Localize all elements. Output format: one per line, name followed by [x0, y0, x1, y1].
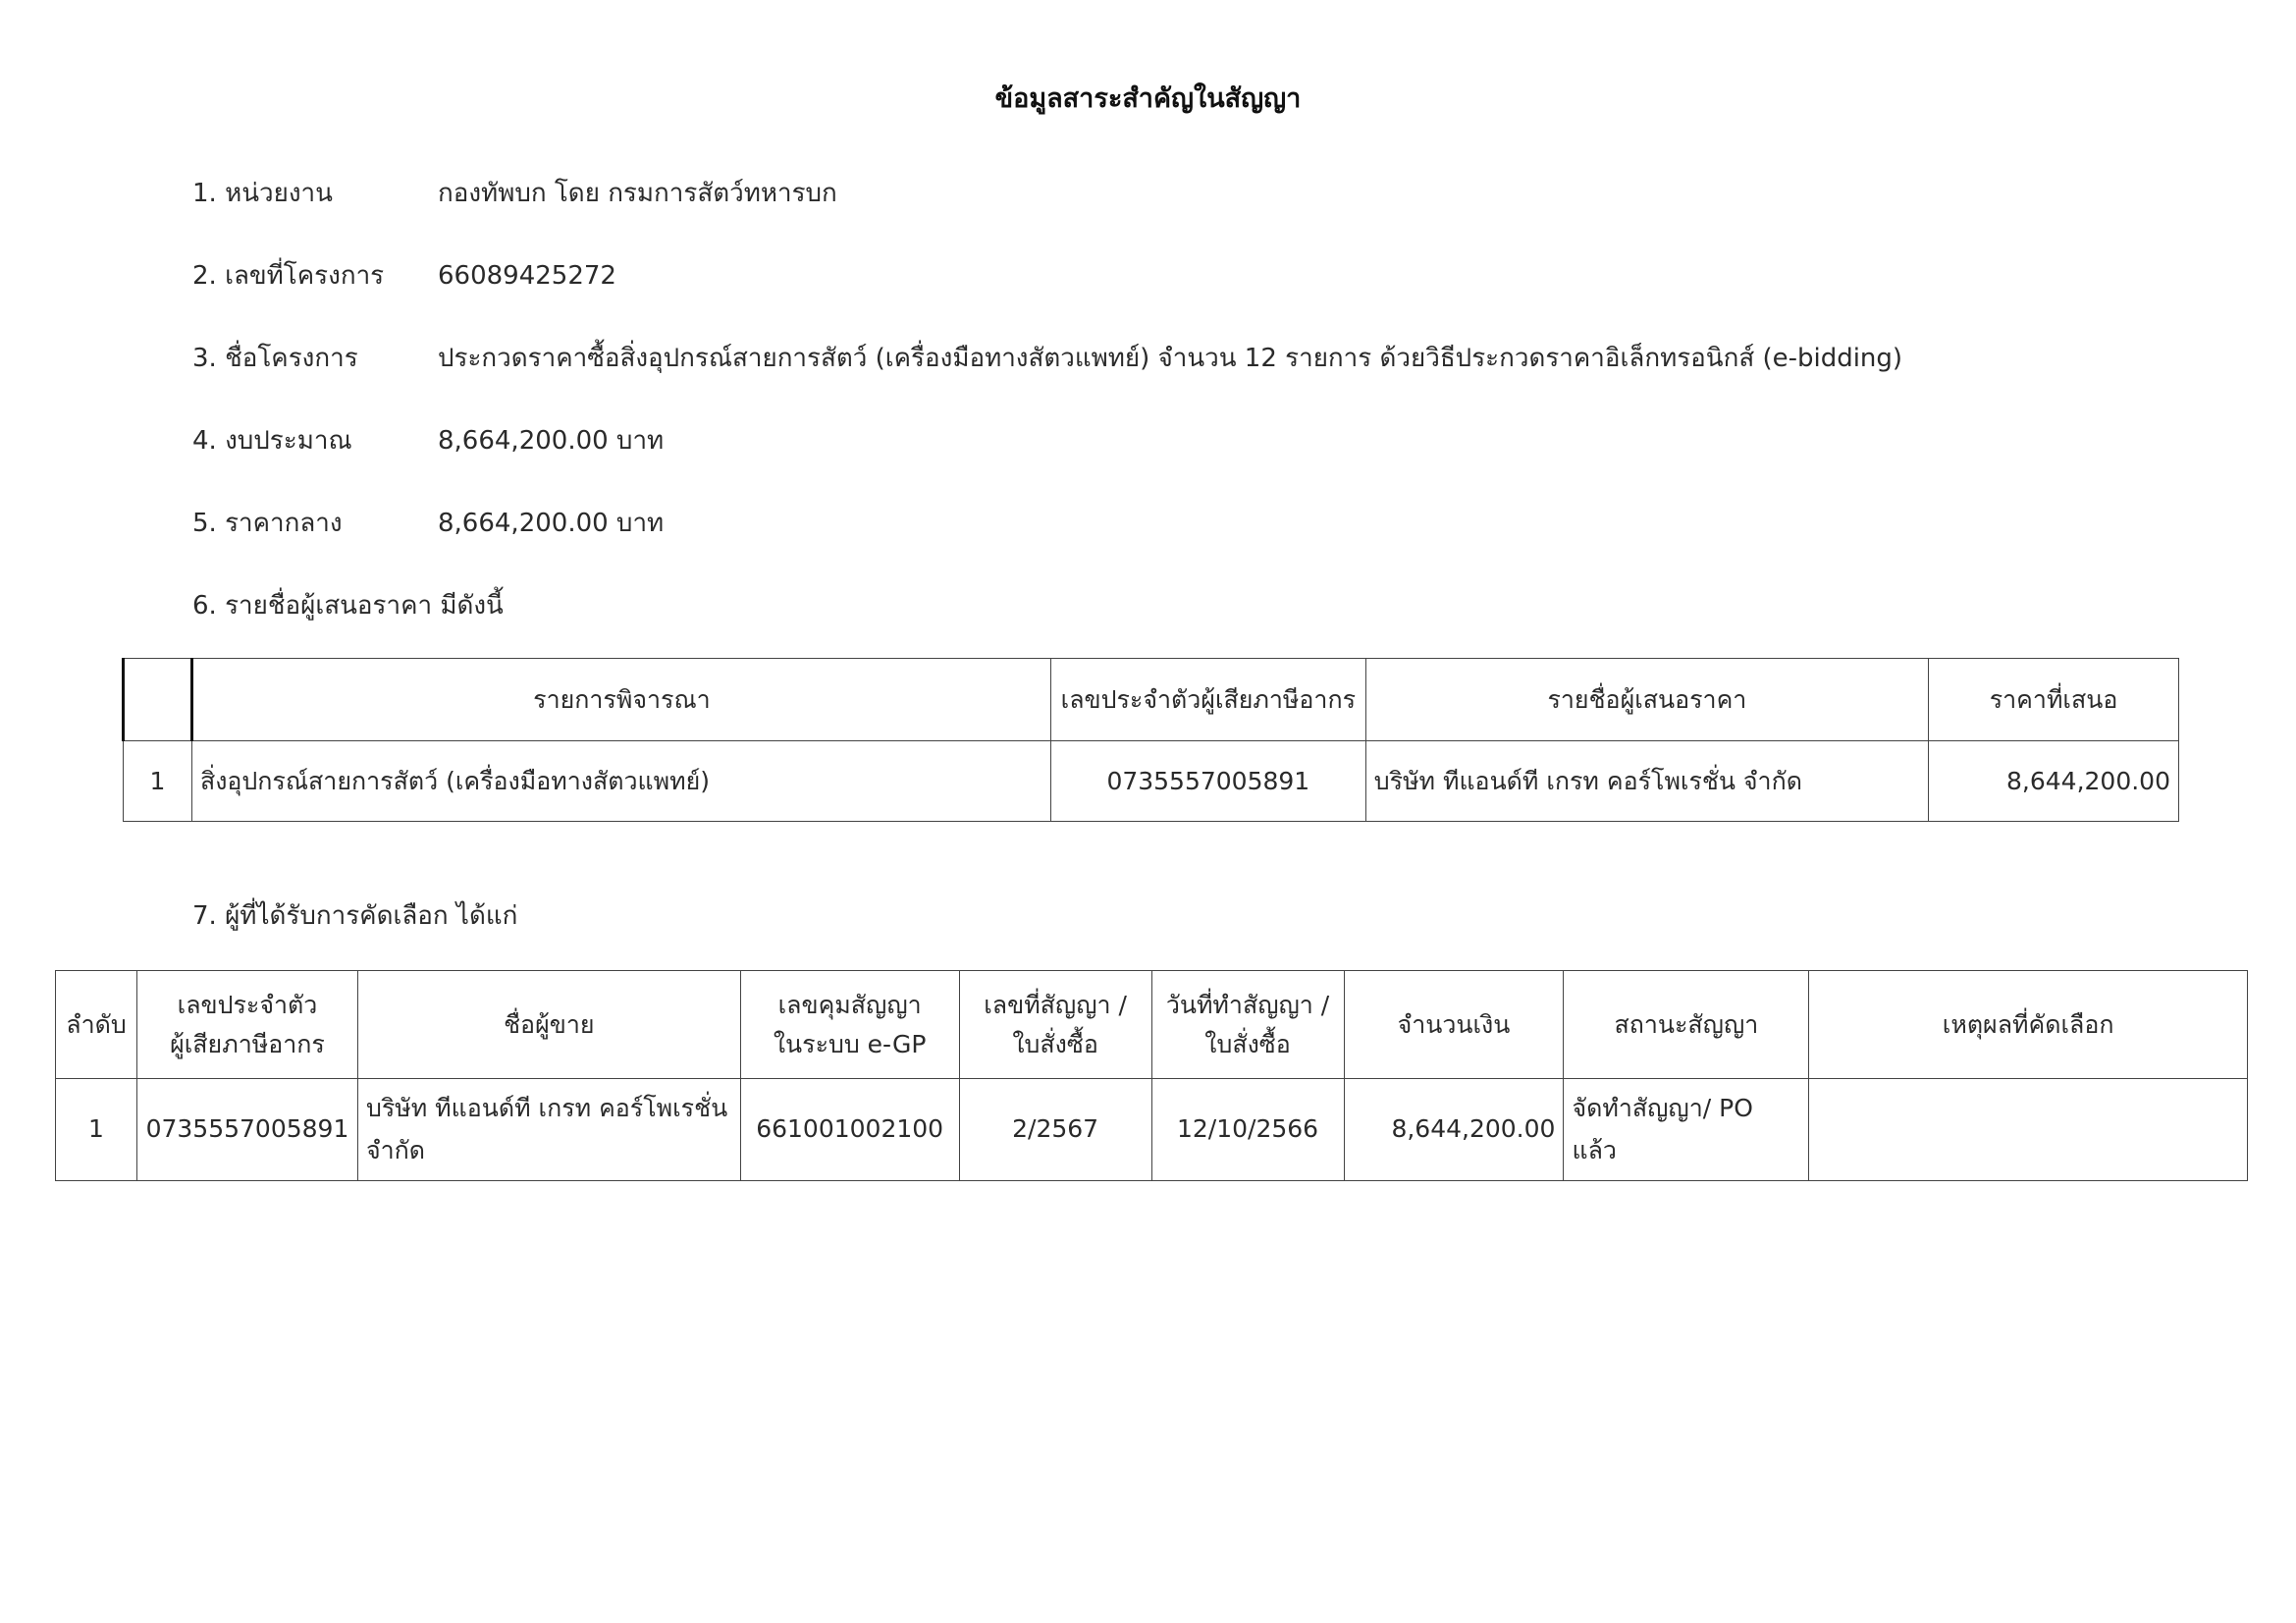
- seller-line: จำกัด: [365, 1135, 426, 1164]
- header-line: จำนวนเงิน: [1397, 1009, 1511, 1039]
- header-line: ผู้เสียภาษีอากร: [170, 1029, 325, 1058]
- field-median-price-value: 8,664,200.00 บาท: [438, 509, 665, 538]
- field-median-price-label: 5. ราคากลาง: [192, 509, 343, 538]
- field-median-price: [192, 503, 664, 543]
- table-header-cell: [959, 971, 1151, 1079]
- field-project-name-label: 3. ชื่อโครงการ: [192, 344, 358, 373]
- table-row: [56, 1079, 2248, 1181]
- section7-heading: 7. ผู้ที่ได้รับการคัดเลือก ได้แก่: [192, 901, 518, 931]
- table-cell-amount: 8,644,200.00: [1344, 1079, 1564, 1181]
- seller-line: บริษัท ทีแอนด์ที เกรท คอร์โพเรชั่น: [365, 1094, 728, 1122]
- field-agency-label: 1. หน่วยงาน: [192, 179, 333, 208]
- selected-table: [55, 970, 2248, 1181]
- table-cell-status: จัดทำสัญญา/ PO แล้ว: [1564, 1079, 1809, 1181]
- field-project-number-value: 66089425272: [438, 261, 616, 291]
- table-cell-bidder: บริษัท ทีแอนด์ที เกรท คอร์โพเรชั่น จำกัด: [1365, 741, 1928, 822]
- header-line: เลขที่สัญญา /: [984, 990, 1127, 1019]
- field-project-name: [192, 338, 1902, 378]
- header-line: ในระบบ e-GP: [773, 1029, 927, 1058]
- field-agency-value: กองทัพบก โดย กรมการสัตว์ทหารบก: [438, 179, 837, 208]
- table-header-cell: [740, 971, 959, 1079]
- table-header-row: [56, 971, 2248, 1079]
- document-title: ข้อมูลสาระสำคัญในสัญญา: [994, 83, 1302, 114]
- header-line: ใบสั่งซื้อ: [1012, 1029, 1098, 1058]
- section6-heading: 6. รายชื่อผู้เสนอราคา มีดังนี้: [192, 591, 504, 621]
- field-project-number-label: 2. เลขที่โครงการ: [192, 261, 385, 291]
- header-line: เลขคุมสัญญา: [777, 990, 922, 1019]
- bidders-table: [122, 658, 2179, 822]
- field-budget: [192, 420, 664, 460]
- table-cell-no: 1: [56, 1079, 137, 1181]
- table-cell-reason: [1809, 1079, 2248, 1181]
- table-header-cell: รายการพิจารณา: [191, 659, 1050, 741]
- table-header-row: [124, 659, 2179, 741]
- table-cell-price: 8,644,200.00: [1929, 741, 2179, 822]
- field-project-number: [192, 255, 616, 296]
- table-cell-date: 12/10/2566: [1151, 1079, 1344, 1181]
- table-cell-tax-id: 0735557005891: [136, 1079, 357, 1181]
- table-header-cell: ราคาที่เสนอ: [1929, 659, 2179, 741]
- table-header-cell: [56, 971, 137, 1079]
- table-header-cell: [1564, 971, 1809, 1079]
- table-header-cell: [1809, 971, 2248, 1079]
- field-budget-value: 8,664,200.00 บาท: [438, 426, 665, 456]
- header-line: เลขประจำตัว: [177, 990, 318, 1019]
- table-cell-contract-no: 2/2567: [959, 1079, 1151, 1181]
- table-row: [124, 741, 2179, 822]
- table-header-cell: [1344, 971, 1564, 1079]
- header-line: ใบสั่งซื้อ: [1204, 1029, 1291, 1058]
- table-header-cell: [124, 659, 192, 741]
- table-cell-tax-id: 0735557005891: [1050, 741, 1365, 822]
- field-project-name-value: ประกวดราคาซื้อสิ่งอุปกรณ์สายการสัตว์ (เครื่องมือทางสัตวแพทย์) จำนวน 12 รายการ ด้วยวิธีประกวดราคาอิเล็กทรอนิกส์ (e-bidding): [438, 344, 1903, 373]
- table-header-cell: เลขประจำตัวผู้เสียภาษีอากร: [1050, 659, 1365, 741]
- table-header-cell: [357, 971, 740, 1079]
- header-line: เหตุผลที่คัดเลือก: [1942, 1009, 2114, 1039]
- table-header-cell: [136, 971, 357, 1079]
- table-header-cell: [1151, 971, 1344, 1079]
- table-header-cell: รายชื่อผู้เสนอราคา: [1365, 659, 1928, 741]
- header-line: ลำดับ: [66, 1009, 127, 1039]
- field-budget-label: 4. งบประมาณ: [192, 426, 352, 456]
- table-cell-seller: [357, 1079, 740, 1181]
- table-cell-no: 1: [124, 741, 192, 822]
- table-cell-item: สิ่งอุปกรณ์สายการสัตว์ (เครื่องมือทางสัตวแพทย์): [191, 741, 1050, 822]
- header-line: สถานะสัญญา: [1614, 1009, 1759, 1039]
- table-cell-control-no: 661001002100: [740, 1079, 959, 1181]
- field-agency: [192, 173, 837, 213]
- header-line: วันที่ทำสัญญา /: [1165, 990, 1330, 1019]
- header-line: ชื่อผู้ขาย: [504, 1009, 595, 1039]
